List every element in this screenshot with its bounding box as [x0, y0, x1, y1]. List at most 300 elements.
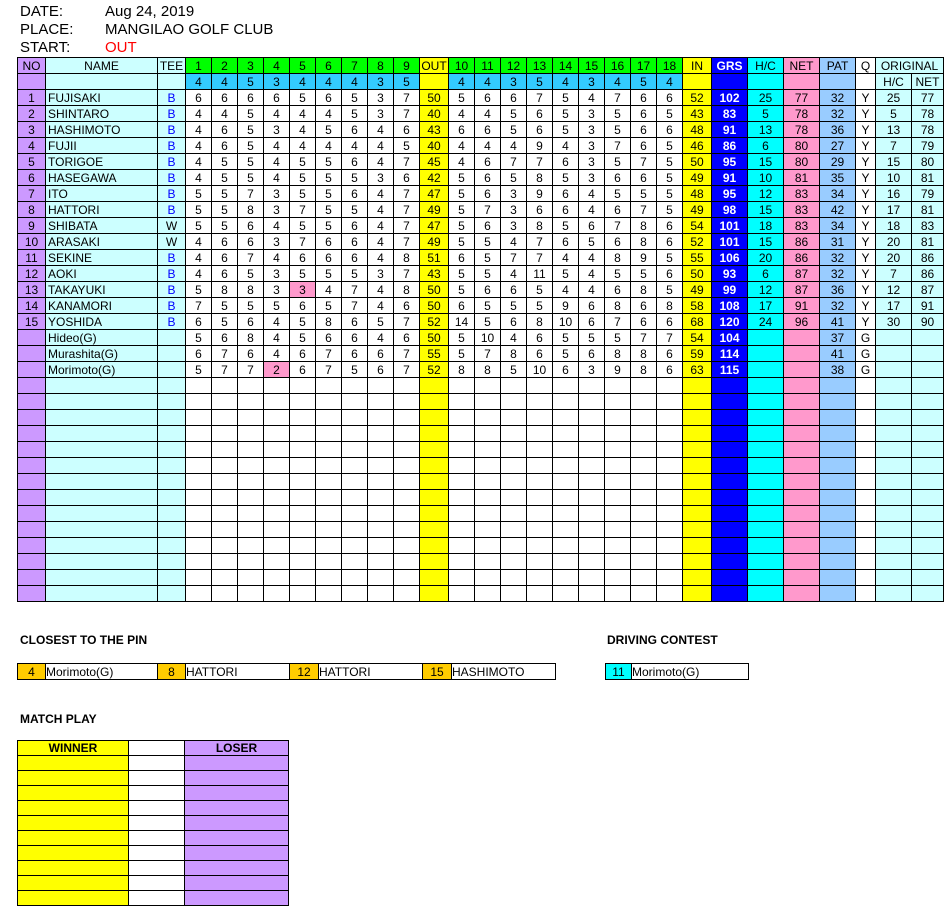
hole-score: 5	[553, 266, 579, 282]
out-total: 40	[420, 106, 449, 122]
driving-title: DRIVING CONTEST	[607, 633, 718, 647]
handicap: 15	[748, 234, 784, 250]
empty-cell	[605, 474, 631, 490]
empty-cell	[238, 442, 264, 458]
col-hole: 10	[449, 58, 475, 74]
hole-score: 3	[264, 186, 290, 202]
original-hc: 17	[876, 298, 912, 314]
empty-cell	[46, 570, 158, 586]
empty-cell	[527, 570, 553, 586]
empty-cell	[683, 474, 712, 490]
hole-score: 8	[631, 234, 657, 250]
empty-cell	[368, 586, 394, 602]
hole-score: 6	[657, 90, 683, 106]
hole-score: 6	[290, 298, 316, 314]
loser-cell	[185, 756, 289, 771]
match-mid-cell	[129, 816, 185, 831]
start-value: OUT	[105, 39, 137, 56]
empty-cell	[394, 442, 420, 458]
empty-cell	[748, 474, 784, 490]
par-cell: 4	[449, 74, 475, 90]
empty-cell	[186, 410, 212, 426]
empty-cell	[475, 442, 501, 458]
hole-score: 8	[527, 314, 553, 330]
original-hc: 18	[876, 218, 912, 234]
empty-cell	[368, 506, 394, 522]
par-cell: 3	[579, 74, 605, 90]
par-cell: 4	[605, 74, 631, 90]
empty-cell	[475, 410, 501, 426]
gross-score: 95	[712, 186, 748, 202]
hole-score: 6	[579, 218, 605, 234]
hole-score: 6	[186, 314, 212, 330]
loser-cell	[185, 831, 289, 846]
player-row	[18, 330, 944, 346]
net-score: 87	[784, 266, 820, 282]
hole-score: 8	[527, 170, 553, 186]
match-mid-cell	[129, 756, 185, 771]
hole-score: 4	[264, 154, 290, 170]
hole-score: 6	[475, 154, 501, 170]
match-mid-cell	[129, 801, 185, 816]
match-row	[18, 816, 289, 831]
col-orig-net: NET	[912, 74, 944, 90]
hole-score: 7	[631, 154, 657, 170]
empty-cell	[712, 410, 748, 426]
empty-cell	[683, 506, 712, 522]
hole-score: 5	[212, 186, 238, 202]
hole-score: 3	[368, 266, 394, 282]
empty-cell	[394, 474, 420, 490]
hole-score: 7	[394, 234, 420, 250]
empty-cell	[631, 506, 657, 522]
hole-score: 6	[631, 298, 657, 314]
putts: 42	[820, 202, 856, 218]
empty-cell	[876, 458, 912, 474]
hole-score: 4	[316, 282, 342, 298]
hole-score: 7	[238, 250, 264, 266]
empty-cell	[342, 458, 368, 474]
empty-cell	[46, 586, 158, 602]
match-table	[17, 740, 289, 906]
empty-cell	[657, 586, 683, 602]
empty-cell	[394, 506, 420, 522]
hole-score: 6	[631, 106, 657, 122]
player-no: 8	[18, 202, 46, 218]
player-tee: B	[158, 298, 186, 314]
empty-cell	[683, 442, 712, 458]
hole-score: 14	[449, 314, 475, 330]
empty-cell	[876, 394, 912, 410]
empty-cell	[748, 490, 784, 506]
empty-cell	[420, 378, 449, 394]
empty-cell	[420, 474, 449, 490]
gross-score: 115	[712, 362, 748, 378]
hole-score: 6	[238, 346, 264, 362]
winner-cell	[18, 786, 129, 801]
original-net: 81	[912, 234, 944, 250]
qualifier: Y	[856, 250, 876, 266]
hole-score: 6	[212, 250, 238, 266]
hole-score: 8	[316, 314, 342, 330]
out-total: 52	[420, 362, 449, 378]
empty-cell	[158, 442, 186, 458]
empty-cell	[46, 458, 158, 474]
empty-cell	[449, 410, 475, 426]
empty-row	[18, 458, 944, 474]
hole-score: 5	[579, 330, 605, 346]
hole-score: 4	[316, 106, 342, 122]
empty-cell	[342, 410, 368, 426]
gross-score: 101	[712, 234, 748, 250]
loser-cell	[185, 891, 289, 906]
empty-cell	[579, 570, 605, 586]
hole-score: 6	[631, 170, 657, 186]
empty-cell	[238, 506, 264, 522]
empty-cell	[784, 506, 820, 522]
empty-cell	[784, 378, 820, 394]
closest-name: HATTORI	[186, 664, 290, 680]
hole-score: 3	[290, 282, 316, 298]
hole-score: 7	[186, 298, 212, 314]
empty-cell	[368, 490, 394, 506]
match-row	[18, 771, 289, 786]
par-cell: 4	[475, 74, 501, 90]
in-total: 54	[683, 330, 712, 346]
empty-cell	[18, 442, 46, 458]
empty-cell	[18, 394, 46, 410]
gross-score: 95	[712, 154, 748, 170]
empty-cell	[212, 506, 238, 522]
hole-score: 5	[212, 314, 238, 330]
hole-score: 6	[394, 298, 420, 314]
empty-cell	[579, 586, 605, 602]
hole-score: 5	[342, 202, 368, 218]
empty-cell	[820, 490, 856, 506]
player-no: 4	[18, 138, 46, 154]
in-total: 50	[683, 154, 712, 170]
hole-score: 3	[579, 362, 605, 378]
player-row	[18, 138, 944, 154]
empty-cell	[820, 474, 856, 490]
loser-cell	[185, 846, 289, 861]
hole-score: 5	[212, 170, 238, 186]
hole-score: 3	[264, 266, 290, 282]
hole-score: 5	[605, 330, 631, 346]
start-row	[20, 40, 137, 56]
empty-cell	[186, 522, 212, 538]
hole-score: 6	[186, 346, 212, 362]
match-body	[18, 741, 289, 906]
empty-cell	[748, 522, 784, 538]
original-hc: 13	[876, 122, 912, 138]
empty-cell	[264, 522, 290, 538]
empty-cell	[394, 490, 420, 506]
par-cell: 3	[368, 74, 394, 90]
empty-cell	[912, 554, 944, 570]
empty-cell	[46, 442, 158, 458]
hole-score: 6	[579, 298, 605, 314]
empty-cell	[876, 474, 912, 490]
handicap: 5	[748, 106, 784, 122]
player-name: FUJII	[46, 138, 158, 154]
net-score: 96	[784, 314, 820, 330]
player-no: 14	[18, 298, 46, 314]
empty-cell	[316, 586, 342, 602]
player-name: SHINTARO	[46, 106, 158, 122]
empty-cell	[290, 570, 316, 586]
empty-cell	[420, 458, 449, 474]
hole-score: 5	[212, 218, 238, 234]
empty-cell	[368, 394, 394, 410]
loser-cell	[185, 861, 289, 876]
hole-score: 6	[342, 154, 368, 170]
empty-cell	[579, 522, 605, 538]
col-hole: 8	[368, 58, 394, 74]
hole-score: 5	[186, 186, 212, 202]
hole-score: 5	[527, 282, 553, 298]
empty-cell	[784, 442, 820, 458]
original-net: 90	[912, 314, 944, 330]
empty-cell	[342, 554, 368, 570]
empty-cell	[631, 394, 657, 410]
player-no: 11	[18, 250, 46, 266]
empty-cell	[475, 458, 501, 474]
hole-score: 6	[475, 170, 501, 186]
par-pat-cell	[820, 74, 856, 90]
hole-score: 5	[605, 186, 631, 202]
par-cell: 4	[212, 74, 238, 90]
empty-cell	[712, 554, 748, 570]
empty-cell	[186, 570, 212, 586]
hole-score: 5	[290, 330, 316, 346]
empty-cell	[748, 378, 784, 394]
par-no-cell	[18, 74, 46, 90]
empty-cell	[784, 554, 820, 570]
empty-cell	[876, 570, 912, 586]
in-total: 54	[683, 218, 712, 234]
empty-cell	[553, 426, 579, 442]
out-total: 52	[420, 314, 449, 330]
hole-score: 5	[553, 122, 579, 138]
empty-cell	[46, 554, 158, 570]
hole-score: 6	[657, 234, 683, 250]
hole-score: 5	[553, 170, 579, 186]
hole-score: 4	[368, 330, 394, 346]
hole-score: 4	[579, 266, 605, 282]
qualifier: Y	[856, 298, 876, 314]
hole-score: 4	[501, 330, 527, 346]
player-row	[18, 250, 944, 266]
empty-cell	[683, 458, 712, 474]
hole-score: 6	[553, 202, 579, 218]
hole-score: 5	[657, 250, 683, 266]
empty-cell	[158, 410, 186, 426]
empty-cell	[186, 490, 212, 506]
empty-cell	[316, 522, 342, 538]
player-no: 3	[18, 122, 46, 138]
hole-score: 6	[238, 234, 264, 250]
hole-score: 5	[449, 90, 475, 106]
par-cell: 5	[394, 74, 420, 90]
player-row	[18, 202, 944, 218]
empty-cell	[579, 426, 605, 442]
player-no: 9	[18, 218, 46, 234]
loser-cell	[185, 801, 289, 816]
hole-score: 5	[553, 330, 579, 346]
player-no	[18, 362, 46, 378]
handicap: 15	[748, 202, 784, 218]
date-label: DATE:	[20, 3, 64, 20]
empty-cell	[784, 538, 820, 554]
empty-cell	[264, 474, 290, 490]
empty-cell	[290, 442, 316, 458]
hole-score: 5	[342, 170, 368, 186]
par-cell: 4	[657, 74, 683, 90]
player-tee: B	[158, 282, 186, 298]
empty-cell	[449, 474, 475, 490]
empty-cell	[264, 378, 290, 394]
empty-cell	[748, 442, 784, 458]
putts: 35	[820, 170, 856, 186]
empty-cell	[820, 506, 856, 522]
col-hole: 18	[657, 58, 683, 74]
empty-cell	[46, 538, 158, 554]
empty-cell	[527, 378, 553, 394]
handicap: 17	[748, 298, 784, 314]
empty-cell	[449, 458, 475, 474]
hole-score: 7	[527, 234, 553, 250]
gross-score: 104	[712, 330, 748, 346]
hole-score: 5	[316, 202, 342, 218]
empty-cell	[553, 506, 579, 522]
empty-cell	[712, 586, 748, 602]
out-total: 50	[420, 90, 449, 106]
empty-cell	[553, 394, 579, 410]
match-mid-cell	[129, 891, 185, 906]
hole-score: 5	[238, 154, 264, 170]
hole-score: 5	[475, 234, 501, 250]
net-score: 86	[784, 250, 820, 266]
player-tee: B	[158, 170, 186, 186]
gross-score: 120	[712, 314, 748, 330]
empty-cell	[876, 410, 912, 426]
net-score: 83	[784, 186, 820, 202]
hole-score: 5	[605, 154, 631, 170]
closest-hole: 15	[423, 664, 452, 680]
empty-cell	[316, 490, 342, 506]
empty-cell	[501, 378, 527, 394]
hole-score: 5	[238, 106, 264, 122]
hole-score: 5	[238, 266, 264, 282]
empty-cell	[605, 522, 631, 538]
original-net: 87	[912, 282, 944, 298]
hole-score: 9	[527, 186, 553, 202]
hole-score: 6	[501, 90, 527, 106]
hole-score: 6	[501, 314, 527, 330]
empty-cell	[158, 490, 186, 506]
empty-cell	[605, 586, 631, 602]
empty-cell	[876, 378, 912, 394]
net-score	[784, 346, 820, 362]
empty-cell	[657, 474, 683, 490]
hole-score: 8	[238, 282, 264, 298]
empty-cell	[876, 426, 912, 442]
hole-score: 4	[368, 298, 394, 314]
par-row	[18, 74, 944, 90]
empty-cell	[368, 538, 394, 554]
original-net	[912, 330, 944, 346]
in-total: 49	[683, 202, 712, 218]
empty-cell	[683, 586, 712, 602]
hole-score: 9	[605, 362, 631, 378]
col-original: ORIGINAL	[876, 58, 944, 74]
net-score: 78	[784, 122, 820, 138]
hole-score: 7	[316, 346, 342, 362]
hole-score: 4	[186, 154, 212, 170]
player-name: HASEGAWA	[46, 170, 158, 186]
empty-cell	[784, 490, 820, 506]
empty-cell	[856, 394, 876, 410]
empty-cell	[316, 458, 342, 474]
col-hc: H/C	[748, 58, 784, 74]
empty-cell	[712, 458, 748, 474]
empty-cell	[475, 378, 501, 394]
out-total: 50	[420, 298, 449, 314]
player-row	[18, 298, 944, 314]
player-row	[18, 234, 944, 250]
hole-score: 6	[449, 250, 475, 266]
hole-score: 5	[290, 186, 316, 202]
match-row	[18, 891, 289, 906]
hole-score: 6	[316, 234, 342, 250]
hole-score: 6	[212, 90, 238, 106]
empty-cell	[212, 586, 238, 602]
empty-cell	[657, 538, 683, 554]
match-row	[18, 786, 289, 801]
empty-cell	[856, 554, 876, 570]
net-score	[784, 330, 820, 346]
empty-row	[18, 394, 944, 410]
hole-score: 5	[579, 234, 605, 250]
handicap: 24	[748, 314, 784, 330]
empty-cell	[475, 394, 501, 410]
empty-cell	[475, 586, 501, 602]
player-tee: B	[158, 106, 186, 122]
par-cell: 4	[342, 74, 368, 90]
empty-cell	[856, 410, 876, 426]
in-total: 49	[683, 170, 712, 186]
handicap: 15	[748, 154, 784, 170]
gross-score: 102	[712, 90, 748, 106]
empty-cell	[290, 394, 316, 410]
player-row	[18, 314, 944, 330]
empty-cell	[158, 586, 186, 602]
empty-cell	[238, 586, 264, 602]
original-hc: 7	[876, 138, 912, 154]
empty-cell	[158, 506, 186, 522]
hole-score: 6	[527, 346, 553, 362]
empty-cell	[553, 554, 579, 570]
player-name: SHIBATA	[46, 218, 158, 234]
hole-score: 4	[579, 90, 605, 106]
empty-cell	[290, 490, 316, 506]
empty-cell	[316, 506, 342, 522]
putts: 38	[820, 362, 856, 378]
empty-cell	[212, 522, 238, 538]
empty-cell	[290, 586, 316, 602]
player-no: 12	[18, 266, 46, 282]
